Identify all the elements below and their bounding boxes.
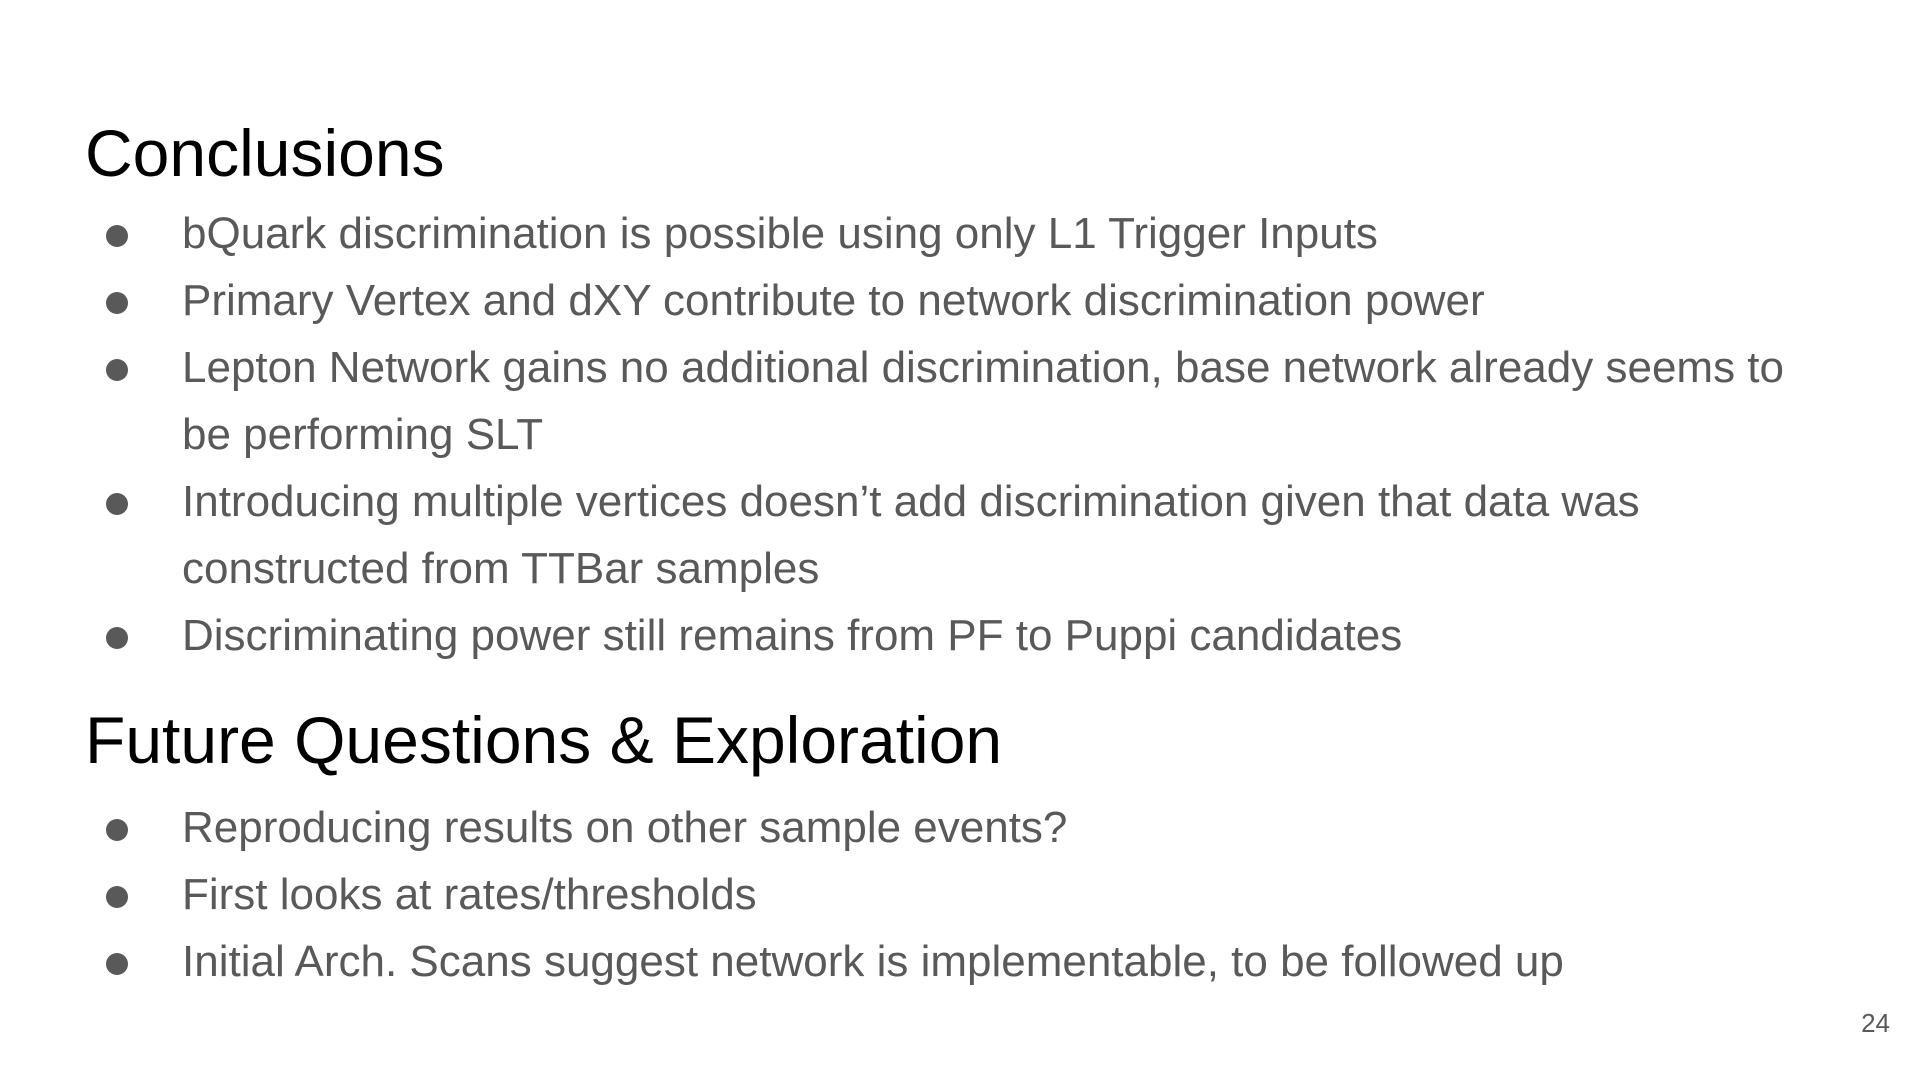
future-bullet-item [0,861,1920,928]
bullet-dot-icon [106,886,128,908]
future-heading: Future Questions & Exploration [85,703,1003,777]
bullet-text: Initial Arch. Scans suggest network is implementable, to be followed up [182,937,1564,986]
bullet-text: Lepton Network gains no additional discrimination, base network already seems to be performing SLT [182,343,1784,459]
conclusions-heading: Conclusions [85,116,445,190]
bullet-dot-icon [106,225,128,247]
conclusions-bullet-item [0,267,1920,334]
conclusions-bullet-list [0,200,1920,669]
bullet-dot-icon [106,627,128,649]
bullet-dot-icon [106,819,128,841]
bullet-dot-icon [106,359,128,381]
future-bullet-item [0,794,1920,861]
bullet-dot-icon [106,953,128,975]
conclusions-bullet-item [0,334,1920,468]
bullet-dot-icon [106,292,128,314]
future-bullet-item [0,928,1920,995]
bullet-text: Introducing multiple vertices doesn’t add discrimination given that data was constructed from TTBar samples [182,477,1640,593]
bullet-text: Primary Vertex and dXY contribute to network discrimination power [182,276,1485,325]
page-number: 24 [1861,1008,1890,1038]
bullet-text: Reproducing results on other sample events? [182,803,1068,852]
conclusions-bullet-item [0,468,1920,602]
bullet-text: First looks at rates/thresholds [182,870,757,919]
conclusions-bullet-item [0,200,1920,267]
bullet-text: bQuark discrimination is possible using only L1 Trigger Inputs [182,209,1378,258]
bullet-dot-icon [106,493,128,515]
conclusions-bullet-item [0,602,1920,669]
future-bullet-list [0,794,1920,995]
bullet-text: Discriminating power still remains from PF to Puppi candidates [182,611,1403,660]
